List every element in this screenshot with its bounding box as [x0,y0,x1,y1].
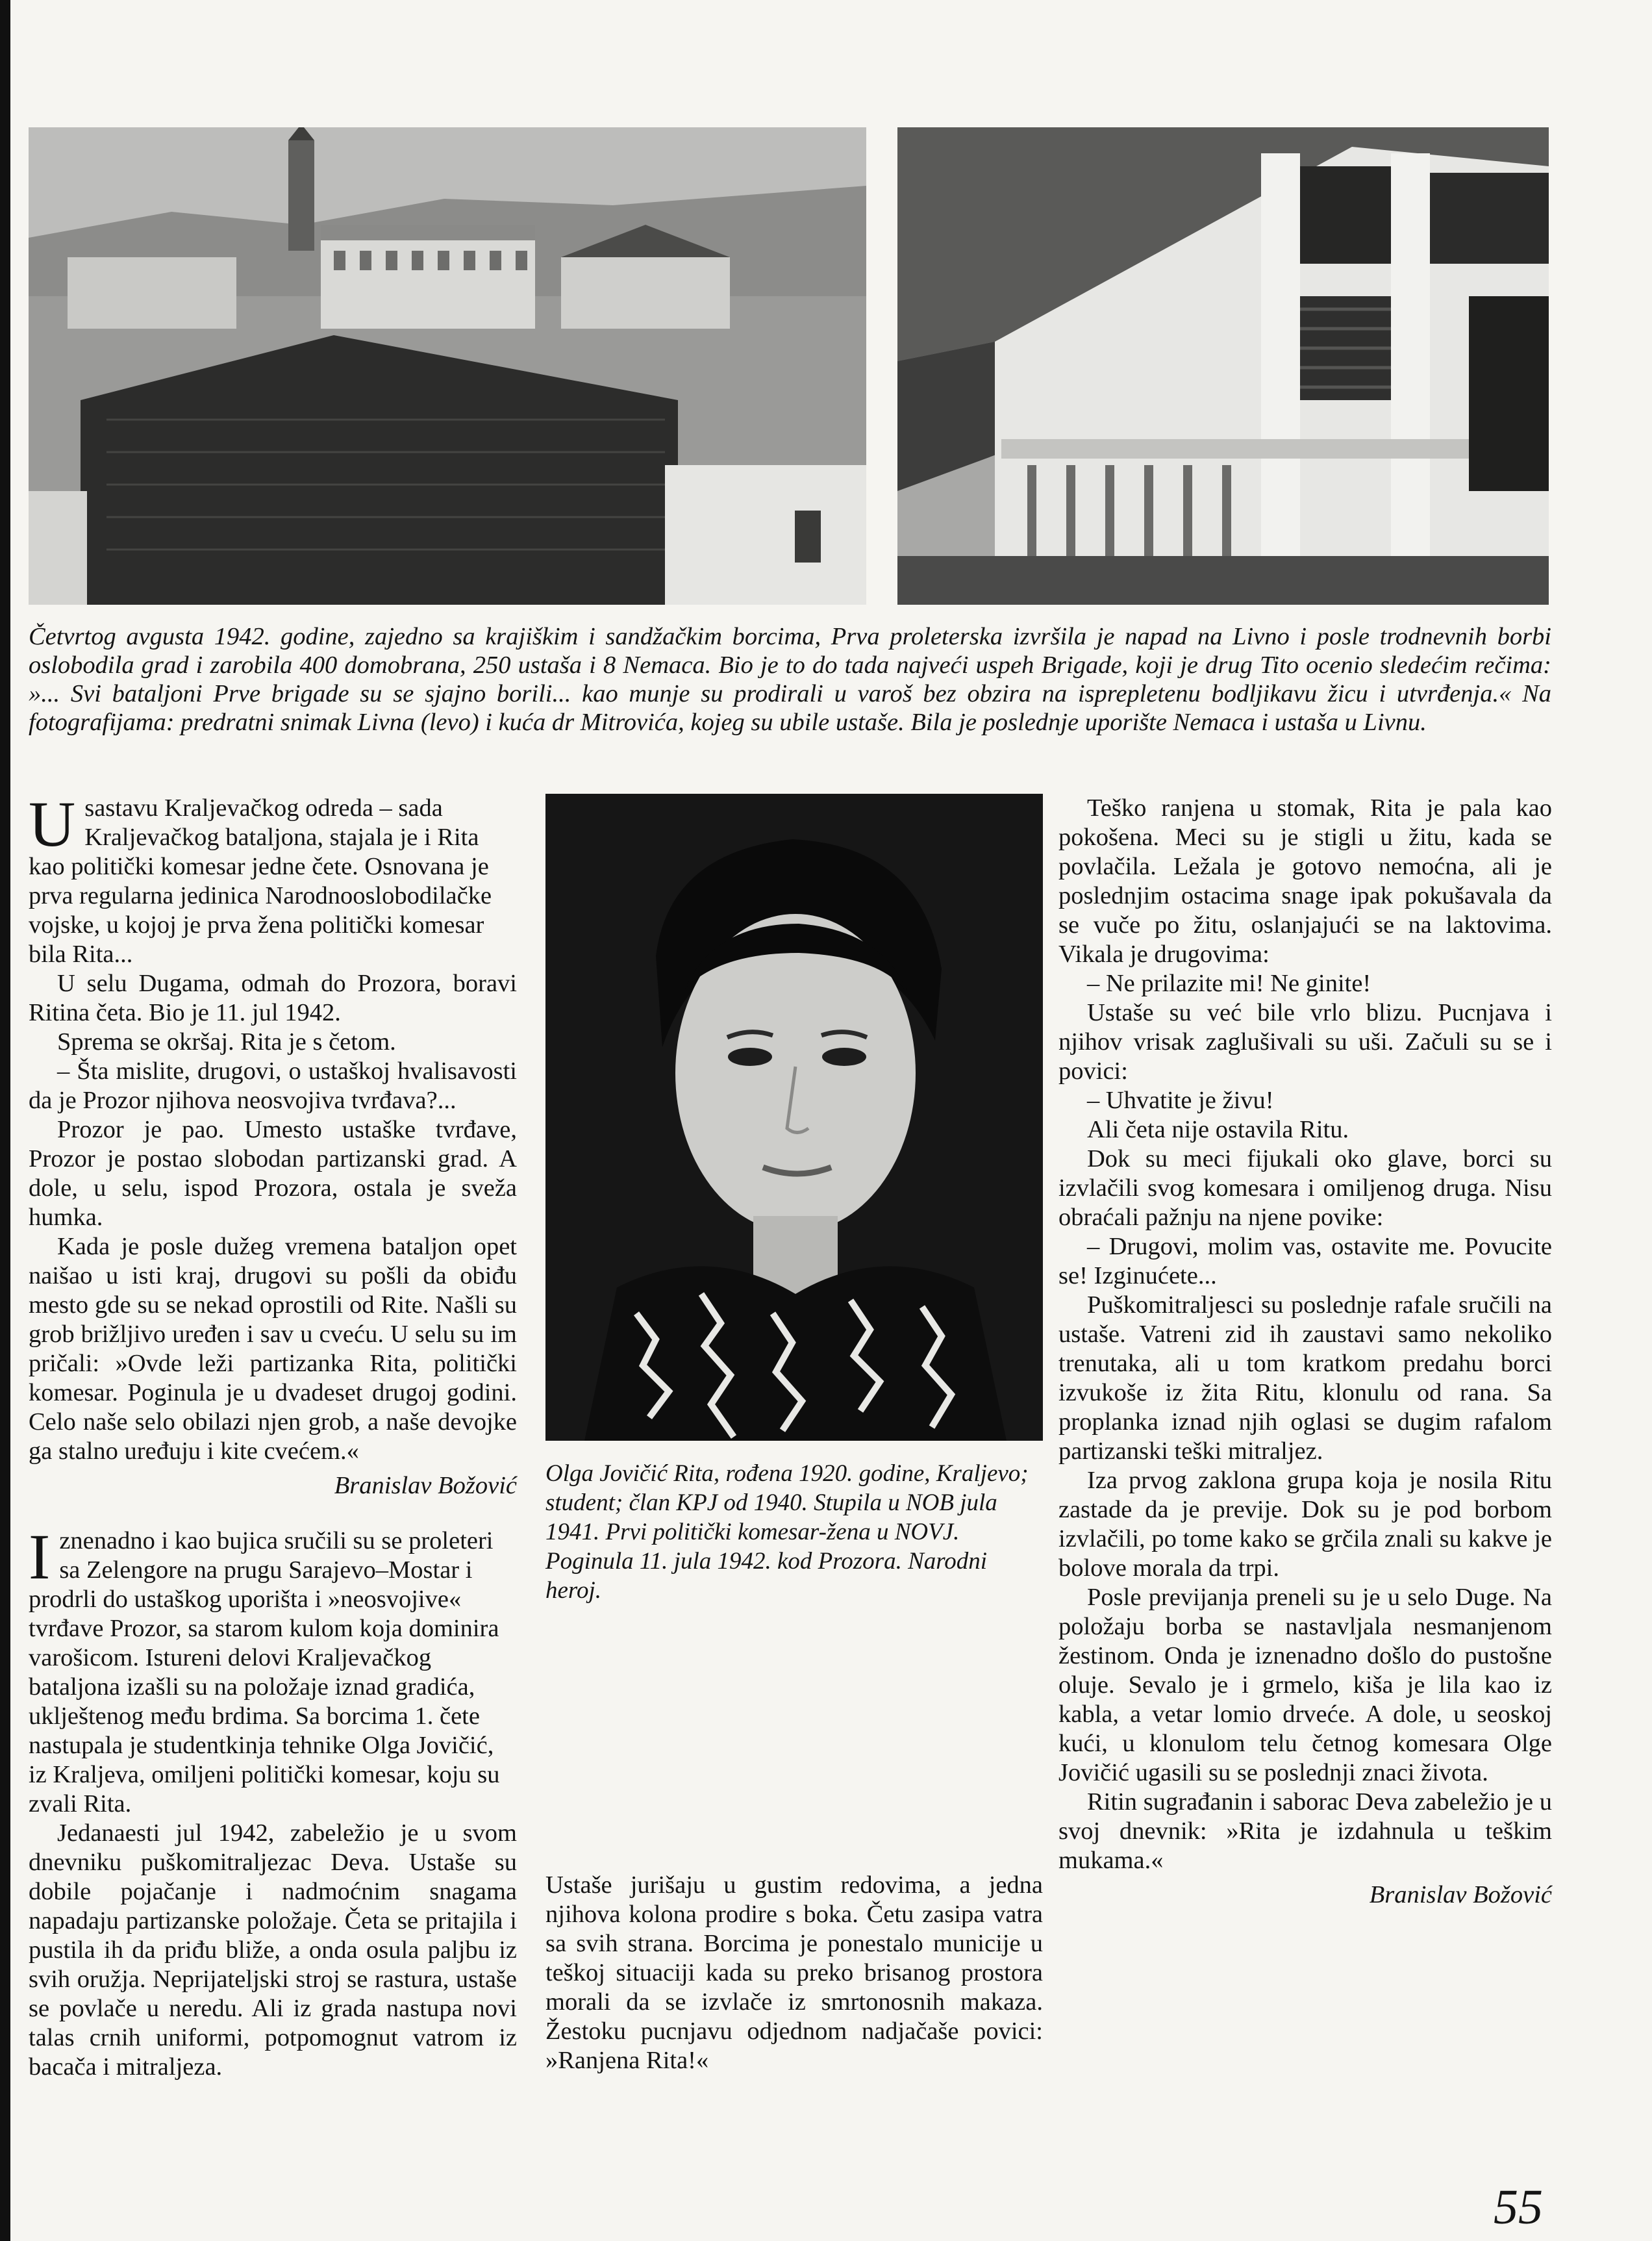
page-number: 55 [1494,2180,1543,2235]
story2-paragraph: Ritin sugrađanin i saborac Deva zabeležio je u svoj dnevnik: »Rita je izdahnula u teškim mukama.« [1058,1788,1552,1874]
story2-paragraph: Dok su meci fijukali oko glave, borci su izvlačili svog komesara i omiljenog druga. Nisu obraćali pažnju na njene povike: [1058,1145,1552,1231]
story2-paragraph: – Drugovi, molim vas, ostavite me. Povucite se! Izginućete... [1058,1233,1552,1289]
story2-paragraph: Puškomitraljesci su poslednje rafale sručili na ustaše. Vatreni zid ih zaustavi samo nekoliko trenutaka, ali u tom kratkom predahu borci izvukoše iz žita Ritu, klonulu od rana. Sa proplanka iznad njih oglasi se dugim rafalom partizanski teški mitraljez. [1058,1291,1552,1465]
story1-paragraph: Prozor je pao. Umesto ustaške tvrđave, Prozor je postao slobodan partizanski grad. A dole, u selu, ispod Prozora, ostala je sveža humka. [29,1116,517,1231]
story1-paragraph: U selu Dugama, odmah do Prozora, boravi Ritina četa. Bio je 11. jul 1942. [29,970,517,1026]
town-photo-illustration [29,127,866,605]
story2-paragraph: Ali četa nije ostavila Ritu. [1087,1116,1349,1143]
story2-paragraph: Ustaše su već bile vrlo blizu. Pucnjava i njihov vrisak zaglušivali su uši. Začuli su se i povici: [1058,999,1552,1085]
story2-dropcap: I [29,1521,51,1593]
house-photo-illustration [897,127,1549,605]
portrait-caption: Olga Jovičić Rita, rođena 1920. godine, Kraljevo; student; član KPJ od 1940. Stupila u NOB jula 1941. Prvi politički komesar-žena u NOVJ. Poginula 11. jula 1942. kod Prozora. Narodni heroj. [545,1460,1029,1604]
story2-lead-paragraph [29,1521,517,1819]
story1-paragraph: Kada je posle dužeg vremena bataljon opet naišao u isti kraj, drugovi su pošli da obiđu mesto gde su se nekad oprostili od Rite. Našli su grob brižljivo uređen i sav u cveću. U selu su im pričali: »Ovde leži partizanka Rita, politički komesar. Poginula je u dvadeset drugoj godini. Celo naše selo obilazi njen grob, a naše devojke ga stalno uređuju i kite cvećem.« [29,1233,517,1465]
story2-paragraph: – Ne prilazite mi! Ne ginite! [1087,970,1371,997]
photo-livno [29,127,866,605]
binding-edge [0,0,10,2241]
top-caption-text: Četvrtog avgusta 1942. godine, zajedno sa krajiškim i sandžačkim borcima, Prva proleterska izvršila je napad na Livno i posle trodnevnih borbi oslobodila grad i zarobila 400 domobrana, 250 ustaša i 8 Nemaca. Bio je to do tada najveći uspeh Brigade, koji je drug Tito ocenio sledećim rečima: »... Svi bataljoni Prve brigade su se sjajno borili... kao munje su prodirali u varoš bez obzira na isprepletenu bodljikavu žicu i utvrđenja.« Na fotografijama: predratni snimak Livna (levo) i kuća dr Mitrovića, kojeg su ubile ustaše. Bila je poslednje uporište Nemaca i ustaša u Livnu. [29,623,1551,736]
story1-lead-text: sastavu Kraljevačkog odreda – sada Kraljevačkog bataljona, stajala je i Rita kao politički komesar jedne čete. Osnovana je prva regularna jedinica Narodnooslobodilačke vojske, u kojoj je prva žena politički komesar bila Rita... [29,794,492,968]
photo-mitrovic-house [897,127,1549,605]
story1-paragraph: Sprema se okršaj. Rita je s četom. [57,1028,396,1056]
story1-signature: Branislav Božović [334,1472,517,1499]
story1-paragraph: – Šta mislite, drugovi, o ustaškoj hvalisavosti da je Prozor njihova neosvojiva tvrđava?... [29,1057,517,1114]
story1-lead-paragraph [29,788,517,969]
story2-paragraph: Iza prvog zaklona grupa koja je nosila Ritu zastade da je previje. Dok su je pod borbom izvlačili, po tome kako se grčila znali su kakve je bolove morala da trpi. [1058,1467,1552,1582]
story2-paragraph: Posle previjanja preneli su je u selo Duge. Na položaju borba se nastavljala nesmanjenom žestinom. Onda je iznenadno došlo do pustošne oluje. Sevalo je i grmelo, kiša je lila kao iz kabla, a vetar lomio drveće. A dole, u seoskoj kući, u klonulom telu četnog komesara Olge Jovičić ugasili su se poslednji znaci života. [1058,1584,1552,1786]
story2-paragraph: Teško ranjena u stomak, Rita je pala kao pokošena. Meci su je stigli u žitu, kada se povlačila. Ležala je gotovo nemoćna, ali je poslednjim ostacima snage ipak pokušavala da se vuče po žitu, oslanjajući se na laktovima. Vikala je drugovima: [1058,794,1552,968]
story-column-middle [545,1871,1043,2075]
story-column-left [29,788,517,2082]
story2-paragraph: Ustaše jurišaju u gustim redovima, a jedna njihova kolona prodire s boka. Četu zasipa vatra sa svih strana. Borcima je ponestalo municije u teškoj situaciji kada su preko brisanog prostora morali da se izvlače iz smrtonosnih makaza. Žestoku pucnjavu odjednom nadjačaše povici: »Ranjena Rita!« [545,1871,1043,2074]
story2-paragraph: Jedanaesti jul 1942, zabeležio je u svom dnevniku puškomitraljezac Deva. Ustaše su dobile pojačanje i nadmoćnim snagama napadaju partizanske položaje. Četa se pritajila i pustila ih da priđu bliže, a onda osula paljbu iz svih oružja. Neprijateljski stroj se rastura, ustaše se povlače u neredu. Ali iz grada nastupa novi talas crnih uniformi, potpomognut vatrom iz bacača i mitraljeza. [29,1819,517,2081]
story1-dropcap: U [29,788,76,860]
story2-signature: Branislav Božović [1369,1881,1552,1908]
story2-paragraph: – Uhvatite je živu! [1087,1087,1274,1114]
story2-lead-text: znenadno i kao bujica sručili su se proleteri sa Zelengore na prugu Sarajevo–Mostar i prodrli do ustaškog uporišta i »neosvojive« tvrđave Prozor, sa starom kulom koja dominira varošicom. Istureni delovi Kraljevačkog bataljona izašli su na položaje iznad gradića, uklještenog među brdima. Sa borcima 1. čete nastupala je studentkinja tehnike Olga Jovičić, iz Kraljeva, omiljeni politički komesar, koju su zvali Rita. [29,1527,500,1817]
portrait-illustration [545,794,1043,1441]
top-photo-caption [29,622,1551,737]
story-column-right [1058,794,1552,1910]
photo-olga-jovicic-rita [545,794,1043,1441]
